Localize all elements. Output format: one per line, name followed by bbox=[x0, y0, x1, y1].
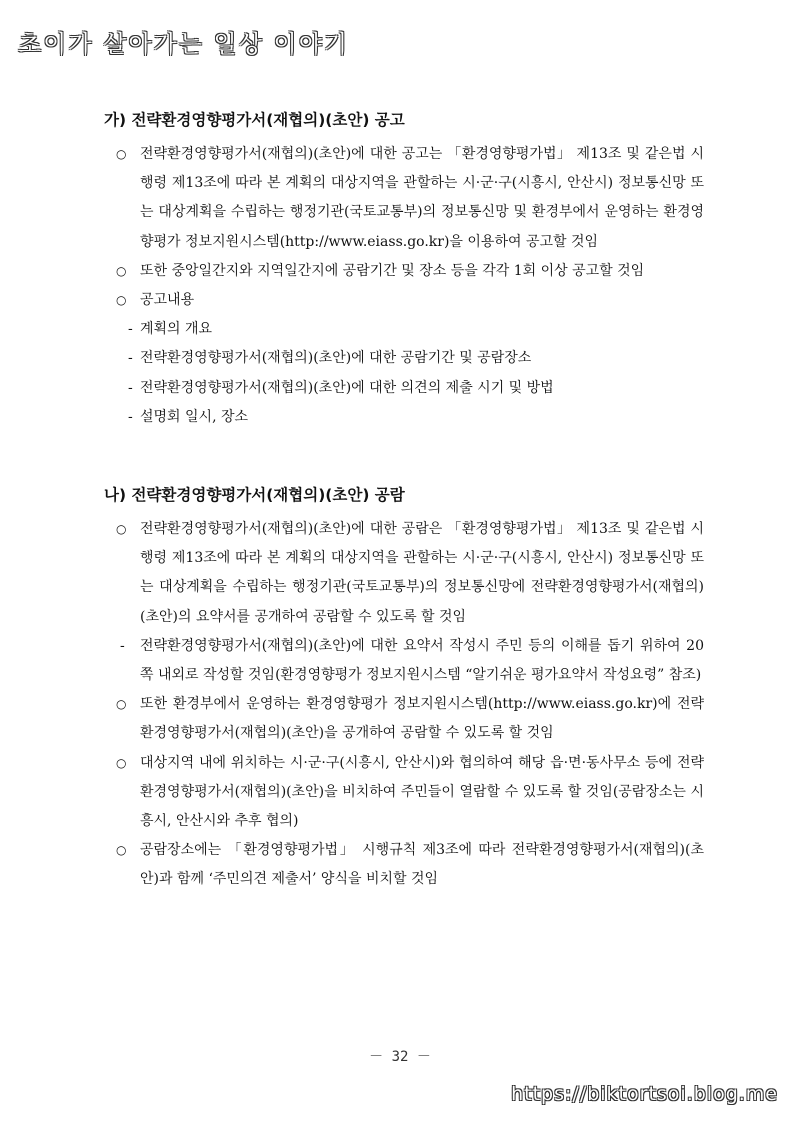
list-item bbox=[0, 257, 800, 286]
list-item-text: 대상지역 내에 위치하는 시·군·구(시흥시, 안산시)와 협의하여 해당 읍·면·동사무소 등에 전략환경영향평가서(재협의)(초안)을 비치하여 주민들이 열람할 수 있도록 할 것임(공람장소는 시흥시, 안산시와 추후 협의) bbox=[140, 754, 704, 830]
list-item bbox=[0, 836, 800, 894]
list-item-text: 설명회 일시, 장소 bbox=[140, 408, 249, 425]
list-item-text: 전략환경영향평가서(재협의)(초안)에 대한 공고는 「환경영향평가법」 제13조 및 같은법 시행령 제13조에 따라 본 계획의 대상지역을 관할하는 시·군·구(시흥시, 안산시) 정보통신망 또는 대상계획을 수립하는 행정기관(국토교통부)의 정보통신망 및 환경부에서 운영하는 환경영향평가 정보지원시스템(http://www.eiass.go.kr)을 이용하여 공고할 것임 bbox=[140, 146, 704, 250]
bullet-circle-icon: ○ bbox=[116, 263, 127, 278]
list-item-text: 공람장소에는 「환경영향평가법」 시행규칙 제3조에 따라 전략환경영향평가서(재협의)(초안)과 함께 ‘주민의견 제출서’ 양식을 비치할 것임 bbox=[140, 842, 704, 888]
list-item bbox=[0, 749, 800, 837]
sub-list-item bbox=[0, 315, 800, 344]
section-heading-announcement: 가) 전략환경영향평가서(재협의)(초안) 공고 bbox=[104, 111, 405, 129]
bullet-circle-icon: ○ bbox=[116, 147, 127, 161]
section-public-viewing bbox=[0, 483, 800, 895]
section-heading-public-viewing: 나) 전략환경영향평가서(재협의)(초안) 공람 bbox=[104, 486, 405, 504]
sub-list-item bbox=[0, 403, 800, 432]
list-item-text: 계획의 개요 bbox=[140, 321, 213, 338]
bullet-circle-icon: ○ bbox=[116, 697, 127, 712]
bullet-circle-icon: ○ bbox=[116, 522, 127, 536]
blog-watermark-title: 초이가 살아가는 일상 이야기 bbox=[18, 30, 350, 58]
list-item bbox=[0, 140, 800, 257]
dash-marker-icon: - bbox=[128, 379, 133, 396]
list-item-text: 전략환경영향평가서(재협의)(초안)에 대한 요약서 작성시 주민 등의 이해를 돕기 위하여 20쪽 내외로 작성할 것임(환경영향평가 정보지원시스템 “알기쉬운 평가요약서 작성요령” 참조) bbox=[140, 637, 704, 684]
bullet-circle-icon: ○ bbox=[116, 293, 127, 308]
bullet-circle-icon: ○ bbox=[116, 843, 127, 858]
list-item-text: 전략환경영향평가서(재협의)(초안)에 대한 공람기간 및 공람장소 bbox=[140, 350, 532, 367]
dash-marker-icon: - bbox=[120, 637, 125, 654]
sub-list-item bbox=[0, 632, 800, 690]
dash-marker-icon: - bbox=[128, 350, 133, 367]
list-item bbox=[0, 690, 800, 748]
sub-list-item bbox=[0, 374, 800, 403]
dash-marker-icon: - bbox=[128, 321, 133, 338]
list-item-text: 전략환경영향평가서(재협의)(초안)에 대한 공람은 「환경영향평가법」 제13조 및 같은법 시행령 제13조에 따라 본 계획의 대상지역을 관할하는 시·군·구(시흥시, 안산시) 정보통신망 또는 대상계획을 수립하는 행정기관(국토교통부)의 정보통신망에 전략환경영향평가서(재협의)(초안)의 요약서를 공개하여 공람할 수 있도록 할 것임 bbox=[140, 521, 704, 625]
dash-marker-icon: - bbox=[128, 408, 133, 425]
sub-list-item bbox=[0, 344, 800, 373]
list-item bbox=[0, 286, 800, 315]
page-number: － 32 － bbox=[369, 1049, 431, 1065]
blog-watermark-url: https://biktortsoi.blog.me bbox=[511, 1083, 778, 1105]
list-item bbox=[0, 515, 800, 632]
list-item-text: 공고내용 bbox=[140, 292, 195, 309]
bullet-circle-icon: ○ bbox=[116, 755, 127, 770]
list-item-text: 전략환경영향평가서(재협의)(초안)에 대한 의견의 제출 시기 및 방법 bbox=[140, 379, 554, 396]
list-item-text: 또한 환경부에서 운영하는 환경영향평가 정보지원시스템(http://www.eiass.go.kr)에 전략환경영향평가서(재협의)(초안)을 공개하여 공람할 수 있도록 할 것임 bbox=[140, 696, 704, 742]
section-announcement bbox=[0, 108, 800, 432]
list-item-text: 또한 중앙일간지와 지역일간지에 공람기간 및 장소 등을 각각 1회 이상 공고할 것임 bbox=[140, 262, 645, 279]
